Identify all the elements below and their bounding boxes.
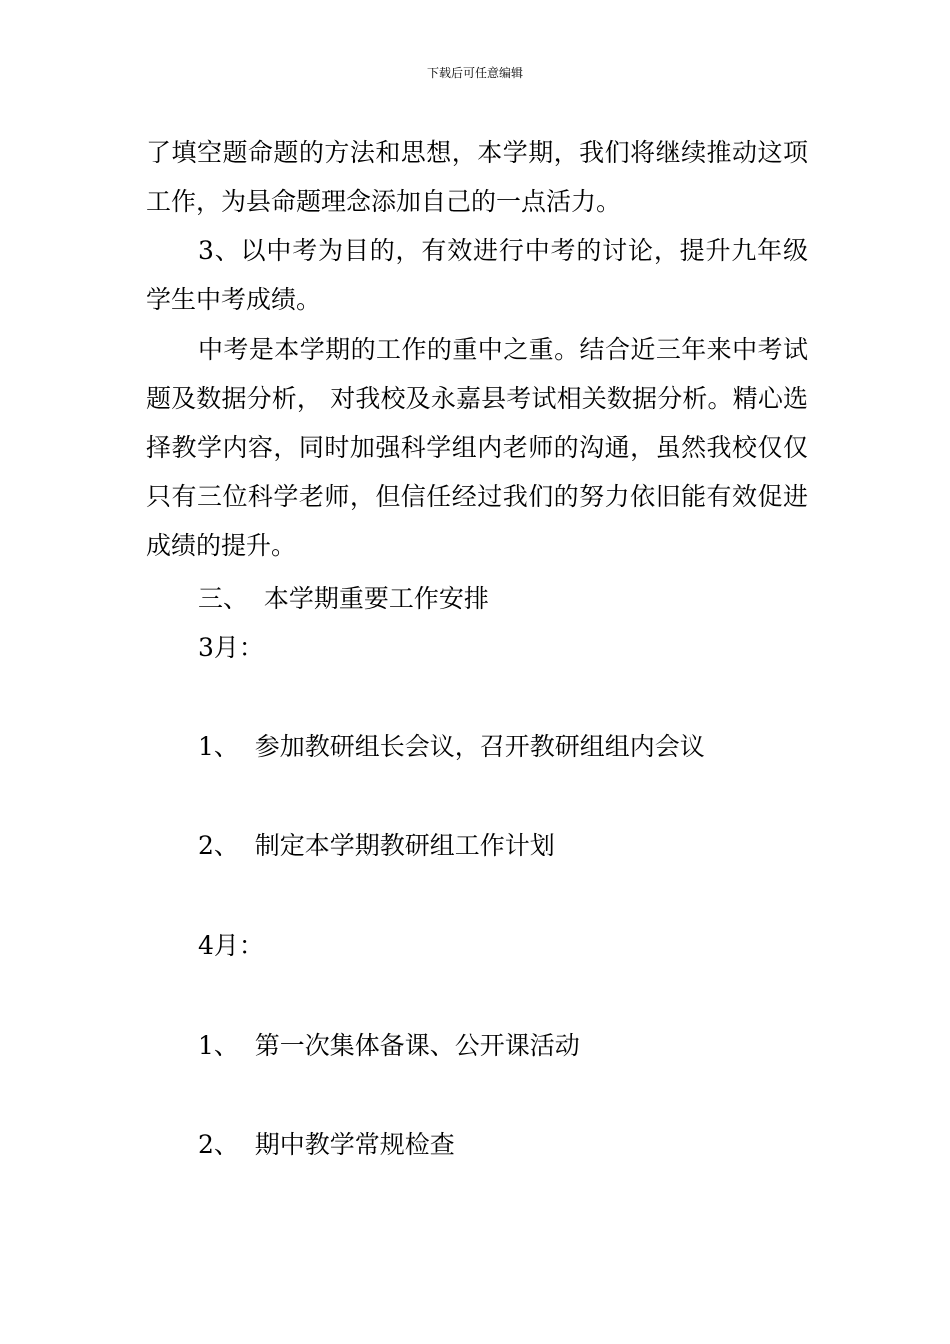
list-item: 2、 期中教学常规检查 <box>198 1130 455 1159</box>
paragraph-goal-3: 3、以中考为目的，有效进行中考的讨论，提升九年级学生中考成绩。 <box>146 236 808 314</box>
paragraph-continuation: 了填空题命题的方法和思想，本学期，我们将继续推动这项工作，为县命题理念添加自己的一点活力。 <box>146 138 808 216</box>
paragraph-exam-focus: 中考是本学期的工作的重中之重。结合近三年来中考试题及数据分析， 对我校及永嘉县考试相关数据分析。精心选择教学内容，同时加强科学组内老师的沟通，虽然我校仅仅只有三位科学老师，但信任经过我们的努力依旧能有效促进成绩的提升。 <box>146 335 808 560</box>
month-label-march: 3月： <box>198 633 264 662</box>
list-item: 1、 第一次集体备课、公开课活动 <box>198 1031 580 1060</box>
list-item: 2、 制定本学期教研组工作计划 <box>198 831 555 860</box>
section-heading: 三、 本学期重要工作安排 <box>198 584 489 613</box>
page-header-note: 下载后可任意编辑 <box>426 66 523 80</box>
list-item: 1、 参加教研组长会议，召开教研组组内会议 <box>198 732 705 761</box>
month-label-april: 4月： <box>198 931 264 960</box>
